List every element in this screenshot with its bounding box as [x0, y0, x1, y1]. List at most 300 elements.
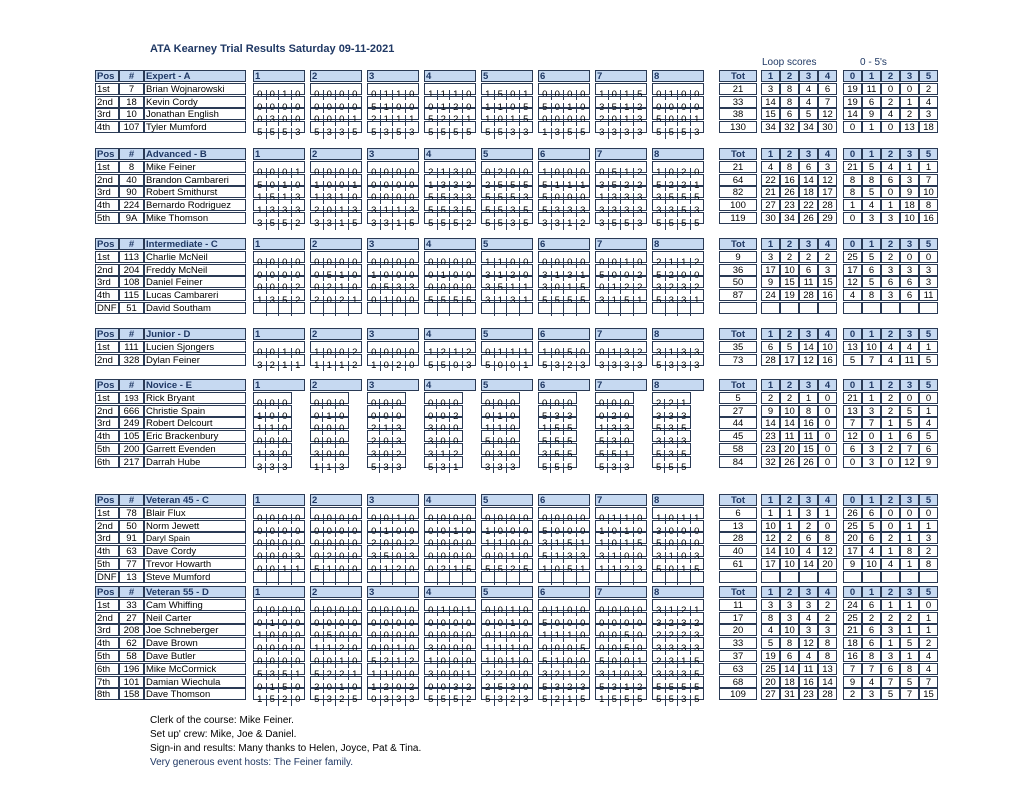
loop-score: 2 [665, 399, 677, 410]
loop-score: 0 [523, 604, 529, 616]
loop-total: 16 [799, 676, 818, 688]
rider-name: Rick Bryant [144, 392, 246, 404]
loop-total: 10 [780, 558, 799, 570]
score-count: 4 [919, 663, 938, 675]
section-scores [253, 108, 305, 126]
section-scores [538, 161, 590, 178]
loop-score: 0 [254, 552, 267, 563]
rider-name: Dylan Feiner [144, 354, 246, 366]
section-scores [253, 341, 305, 358]
score-count: 4 [881, 558, 900, 570]
loop-score: 5 [425, 128, 438, 139]
loop-score: 5 [279, 670, 292, 681]
loop-score: 3 [438, 181, 451, 192]
loop-score: 5 [653, 695, 666, 706]
loop-score: 0 [311, 168, 324, 179]
section-scores [652, 545, 704, 563]
section-scores [481, 456, 520, 473]
section-scores [424, 174, 476, 191]
loop-score: 1 [564, 695, 577, 706]
loop-score: 2 [396, 449, 402, 460]
section-scores [481, 650, 533, 667]
loop-score: 0 [295, 681, 301, 693]
score-count: 0 [881, 507, 900, 519]
score-count: 4 [881, 354, 900, 366]
pos-header: Pos [95, 586, 119, 598]
fives-header: 1 [862, 379, 881, 391]
loop-score: 0 [450, 644, 463, 655]
section-scores [652, 624, 704, 642]
rider-position: 1st [95, 392, 119, 404]
loop-score: 0 [336, 552, 349, 563]
loop-score: 5 [551, 424, 563, 435]
section-scores [481, 688, 533, 706]
loop-score: 3 [564, 552, 577, 563]
loop-score: 1 [254, 695, 267, 706]
fives-header: 2 [881, 328, 900, 340]
score-count: 10 [862, 558, 881, 570]
loop-score: 0 [539, 514, 552, 525]
loop-score: 0 [352, 269, 358, 281]
loop-score: 2 [637, 282, 643, 294]
loop-score: 0 [624, 436, 630, 448]
loop-total: 11 [799, 663, 818, 675]
rider-total: 33 [719, 637, 757, 649]
score-count [881, 302, 900, 314]
loop-score: 1 [609, 565, 622, 576]
rider-row [95, 558, 941, 575]
score-count: 1 [919, 612, 938, 624]
loop-score: 0 [409, 617, 415, 629]
loop-score: 3 [665, 450, 677, 461]
loop-score: 0 [425, 103, 438, 114]
loop-score: 1 [323, 412, 335, 423]
loop-score: 0 [324, 619, 337, 630]
loop-score [254, 574, 267, 585]
loop-score: 0 [637, 512, 643, 524]
loop-total: 4 [761, 624, 780, 636]
section-header: 3 [367, 379, 419, 391]
loop-score: 2 [409, 538, 415, 550]
loop-score: 0 [678, 552, 691, 563]
loop-score: 0 [279, 271, 292, 282]
rider-number: 105 [119, 430, 144, 442]
rider-row [95, 663, 941, 680]
score-count: 1 [919, 341, 938, 353]
section-scores [481, 507, 533, 524]
loop-score: 0 [311, 115, 324, 126]
loop-score: 3 [580, 205, 586, 217]
loop-score: 0 [450, 631, 463, 642]
loop-score: 0 [596, 258, 609, 269]
loop-score: 0 [409, 295, 415, 307]
loop-total: 12 [818, 545, 837, 557]
section-scores [367, 392, 406, 409]
score-count: 3 [881, 264, 900, 276]
section-header: 7 [595, 328, 647, 340]
section-scores [595, 571, 647, 583]
score-count: 2 [881, 405, 900, 417]
loop-total: 8 [799, 405, 818, 417]
loop-total: 8 [780, 161, 799, 173]
section-scores [538, 405, 577, 422]
rider-row [95, 174, 941, 191]
loop-score: 1 [609, 348, 622, 359]
number-header: # [119, 494, 144, 506]
loop-score: 5 [596, 463, 608, 474]
loop-score: 3 [596, 296, 609, 307]
loop-total [780, 302, 799, 314]
section-header: 6 [538, 70, 590, 82]
rider-row [95, 108, 941, 126]
section-scores [595, 417, 634, 435]
rider-total: 61 [719, 558, 757, 570]
rider-total: 50 [719, 276, 757, 288]
loop-score: 5 [621, 219, 634, 230]
rider-total: 28 [719, 532, 757, 544]
loop-score: 1 [279, 90, 292, 101]
rider-number: 62 [119, 637, 144, 649]
loop-total: 25 [761, 663, 780, 675]
loop-score: 2 [453, 449, 459, 460]
loop-score: 3 [425, 424, 437, 435]
section-scores [310, 520, 362, 537]
score-count: 7 [900, 688, 919, 700]
loop-score: 5 [254, 181, 267, 192]
loop-score: 0 [336, 619, 349, 630]
loop-total: 8 [780, 637, 799, 649]
rider-total: 6 [719, 507, 757, 519]
score-count: 9 [862, 108, 881, 120]
loop-score: 0 [564, 115, 577, 126]
rider-total: 37 [719, 650, 757, 662]
loop-score: 5 [609, 695, 622, 706]
rider-position: 2nd [95, 520, 119, 532]
loop-score: 3 [482, 271, 495, 282]
loop-score: 0 [495, 115, 508, 126]
loop-score: 0 [254, 539, 267, 550]
class-header-row [95, 379, 941, 391]
loop-score [577, 306, 590, 317]
rider-row [95, 251, 941, 268]
loop-score: 1 [295, 359, 301, 371]
loop-score: 0 [609, 271, 622, 282]
loop-score: 3 [596, 103, 609, 114]
loop-score: 1 [352, 668, 358, 680]
loop-score: 0 [609, 644, 622, 655]
section-scores [253, 96, 305, 113]
loop-score: 2 [409, 681, 415, 693]
loop-header: 3 [799, 586, 818, 598]
rider-position: 1st [95, 599, 119, 611]
loop-score: 5 [567, 436, 573, 448]
score-count: 8 [900, 663, 919, 675]
section-scores [481, 676, 533, 693]
total-header: Tot [719, 70, 757, 82]
section-scores [367, 430, 406, 448]
loop-score: 5 [567, 423, 573, 435]
loop-score: 5 [653, 683, 666, 694]
loop-score: 0 [450, 657, 463, 668]
score-count: 3 [862, 212, 881, 224]
score-count: 5 [900, 417, 919, 429]
loop-score: 0 [295, 694, 301, 706]
loop-total: 11 [799, 430, 818, 442]
loop-score [381, 574, 394, 585]
loop-score: 0 [254, 115, 267, 126]
loop-score: 2 [621, 283, 634, 294]
score-count: 6 [900, 430, 919, 442]
section-header: 4 [424, 70, 476, 82]
loop-score: 5 [324, 271, 337, 282]
loop-score: 0 [311, 412, 323, 423]
loop-score: 5 [609, 219, 622, 230]
loop-total: 1 [799, 392, 818, 404]
loop-score: 5 [311, 128, 324, 139]
loop-score: 1 [393, 90, 406, 101]
loop-score: 3 [681, 410, 687, 422]
loop-score: 0 [596, 644, 609, 655]
loop-score: 0 [425, 527, 438, 538]
loop-score: 0 [637, 525, 643, 537]
loop-score: 1 [279, 181, 292, 192]
rider-number: 113 [119, 251, 144, 263]
rider-number: 193 [119, 392, 144, 404]
loop-score: 1 [694, 114, 700, 126]
class-header-row [95, 148, 941, 160]
section-scores [595, 251, 647, 268]
loop-score: 1 [539, 631, 552, 642]
section-scores [538, 121, 590, 139]
loop-score: 3 [396, 436, 402, 448]
loop-total: 3 [761, 251, 780, 263]
section-scores [367, 520, 419, 537]
class-header-row [95, 494, 941, 506]
section-scores [538, 599, 590, 616]
loop-score: 0 [523, 617, 529, 629]
loop-score: 3 [295, 127, 301, 139]
loop-score: 3 [608, 463, 620, 474]
loop-score: 3 [507, 219, 520, 230]
score-count: 1 [919, 520, 938, 532]
section-scores [538, 676, 590, 693]
loop-score: 2 [621, 181, 634, 192]
rider-name: David Southam [144, 302, 246, 314]
section-scores [424, 571, 476, 583]
loop-score: 0 [453, 436, 459, 448]
loop-score: 0 [666, 527, 679, 538]
section-scores [481, 520, 533, 537]
class-header-row [95, 70, 941, 82]
loop-score: 0 [425, 283, 438, 294]
loop-score: 1 [495, 258, 508, 269]
section-scores [652, 417, 691, 435]
loop-score: 1 [368, 670, 381, 681]
score-count: 1 [900, 599, 919, 611]
section-scores [652, 212, 704, 229]
loop-score: 5 [596, 450, 608, 461]
loop-score: 2 [637, 166, 643, 178]
loop-score: 0 [311, 399, 323, 410]
loop-total: 0 [818, 430, 837, 442]
loop-score: 0 [267, 348, 280, 359]
fives-header: 3 [900, 328, 919, 340]
loop-total: 9 [761, 276, 780, 288]
loop-score: 0 [311, 103, 324, 114]
loop-score: 1 [596, 565, 609, 576]
loop-score: 2 [666, 631, 679, 642]
loop-score: 1 [507, 644, 520, 655]
section-scores [310, 558, 362, 575]
loop-score: 2 [438, 565, 451, 576]
loop-total: 22 [799, 199, 818, 211]
loop-score: 3 [552, 683, 565, 694]
loop-score: 0 [666, 539, 679, 550]
score-count: 0 [843, 456, 862, 468]
loop-score: 0 [438, 657, 451, 668]
section-scores [253, 174, 305, 191]
section-scores [481, 532, 533, 550]
loop-score: 3 [409, 127, 415, 139]
loop-total: 0 [818, 456, 837, 468]
loop-score: 0 [279, 258, 292, 269]
loop-total: 1 [818, 507, 837, 519]
rider-name: Brian Wojnarowski [144, 83, 246, 95]
section-header: 1 [253, 379, 305, 391]
loop-score: 0 [552, 103, 565, 114]
section-header: 5 [481, 586, 533, 598]
rider-total: 20 [719, 624, 757, 636]
rider-position: 2nd [95, 354, 119, 366]
rider-number: 40 [119, 174, 144, 186]
loop-score: 3 [637, 114, 643, 126]
loop-score: 5 [596, 657, 609, 668]
fives-header: 5 [919, 328, 938, 340]
loop-score: 0 [552, 644, 565, 655]
section-scores [538, 264, 590, 281]
loop-score: 2 [295, 295, 301, 307]
score-count: 0 [881, 520, 900, 532]
section-scores [538, 392, 577, 409]
loop-score: 0 [324, 683, 337, 694]
loop-header: 2 [780, 328, 799, 340]
loop-score: 5 [368, 103, 381, 114]
loop-score: 1 [523, 282, 529, 294]
section-scores [481, 289, 533, 307]
loop-total: 2 [818, 612, 837, 624]
section-scores [595, 341, 647, 358]
total-header: Tot [719, 328, 757, 340]
loop-score: 0 [266, 412, 278, 423]
loop-score: 0 [254, 258, 267, 269]
loop-score: 0 [311, 424, 323, 435]
loop-score: 3 [409, 551, 415, 563]
loop-score: 5 [450, 296, 463, 307]
loop-score: 0 [466, 269, 472, 281]
loop-score: 2 [336, 695, 349, 706]
loop-score: 0 [336, 631, 349, 642]
loop-score: 0 [267, 90, 280, 101]
loop-score: 0 [609, 115, 622, 126]
section-scores [481, 637, 533, 655]
loop-score [678, 574, 691, 585]
loop-total: 8 [818, 532, 837, 544]
loop-score [520, 574, 533, 585]
loop-score: 0 [381, 539, 394, 550]
section-scores [424, 186, 476, 204]
loop-score: 1 [267, 619, 280, 630]
loop-score: 0 [279, 514, 292, 525]
loop-score: 0 [580, 656, 586, 667]
loop-header: 2 [780, 70, 799, 82]
loop-score: 0 [254, 514, 267, 525]
loop-score: 2 [621, 565, 634, 576]
loop-score: 5 [551, 450, 563, 461]
section-scores [424, 289, 476, 307]
loop-total: 0 [818, 392, 837, 404]
score-count: 5 [900, 637, 919, 649]
loop-total: 23 [780, 199, 799, 211]
section-scores [367, 571, 419, 583]
loop-score: 1 [621, 539, 634, 550]
loop-score: 2 [381, 683, 394, 694]
loop-score: 3 [523, 694, 529, 706]
total-header: Tot [719, 148, 757, 160]
rider-number: 33 [119, 599, 144, 611]
loop-score: 1 [438, 606, 451, 617]
loop-score: 0 [409, 166, 415, 178]
score-count: 21 [843, 161, 862, 173]
loop-score: 3 [324, 695, 337, 706]
score-count [843, 302, 862, 314]
loop-score: 0 [482, 399, 494, 410]
loop-score: 5 [425, 296, 438, 307]
section-scores [367, 264, 419, 281]
loop-score: 5 [694, 668, 700, 680]
loop-score: 0 [279, 619, 292, 630]
loop-score: 1 [295, 668, 301, 680]
loop-score: 0 [323, 437, 335, 448]
loop-total: 28 [799, 289, 818, 301]
loop-score: 0 [254, 657, 267, 668]
rider-total: 73 [719, 354, 757, 366]
loop-score: 0 [609, 527, 622, 538]
loop-score: 3 [267, 296, 280, 307]
loop-total: 3 [818, 161, 837, 173]
loop-score [666, 574, 679, 585]
rider-total: 9 [719, 251, 757, 263]
loop-score: 0 [279, 168, 292, 179]
section-scores [538, 612, 590, 629]
section-header: 4 [424, 379, 476, 391]
loop-score: 3 [637, 359, 643, 371]
loop-score: 3 [368, 219, 381, 230]
score-count: 9 [900, 186, 919, 198]
section-scores [367, 302, 419, 314]
loop-total: 17 [761, 558, 780, 570]
section-scores [595, 443, 634, 460]
loop-score: 0 [352, 192, 358, 204]
loop-score: 0 [409, 192, 415, 204]
loop-score: 2 [324, 283, 337, 294]
section-header: 4 [424, 586, 476, 598]
loop-score: 1 [694, 604, 700, 616]
section-scores [310, 276, 362, 294]
loop-score: 0 [482, 450, 494, 461]
section-scores [310, 302, 362, 314]
loop-score: 0 [466, 617, 472, 629]
loop-total: 2 [799, 251, 818, 263]
